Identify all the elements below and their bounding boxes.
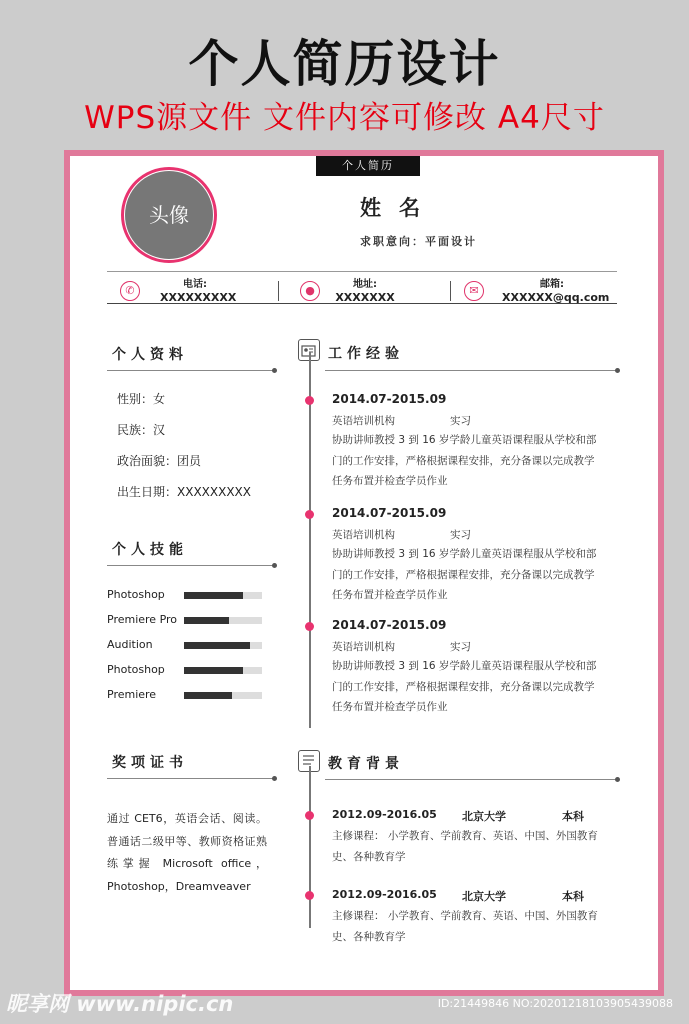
education-timeline: [309, 766, 311, 928]
timeline-dot: [305, 811, 314, 820]
job-intent: 求职意向：平面设计: [360, 235, 477, 248]
skill-bar: [184, 667, 262, 674]
work-date: 2014.07-2015.09: [332, 392, 447, 406]
contact-label: 电话:: [183, 279, 207, 290]
work-role: 实习: [450, 641, 471, 653]
profile-ethnicity: 民族：汉: [117, 423, 166, 437]
contact-top-line: [107, 271, 617, 272]
skill-bar-fill: [184, 592, 243, 599]
work-desc: 协助讲师教授 3 到 16 岁学龄儿童英语课程服从学校和部门的工作安排，严格根据课程安排，充分备课以完成教学任务布置并检查学员作业: [332, 660, 597, 713]
contact-value: XXXXXX@qq.com: [502, 291, 610, 304]
edu-degree: 本科: [562, 890, 584, 903]
awards-title: 奖项证书: [112, 755, 188, 771]
edu-degree: 本科: [562, 810, 584, 823]
contact-address: [300, 275, 460, 309]
skill-bar-fill: [184, 667, 243, 674]
work-role: 实习: [450, 529, 471, 541]
edu-school: 北京大学: [462, 890, 506, 903]
banner-title: 个人简历设计: [188, 35, 501, 93]
skill-bar: [184, 692, 262, 699]
work-desc: 协助讲师教授 3 到 16 岁学龄儿童英语课程服从学校和部门的工作安排，严格根据课程安排，充分备课以完成教学任务布置并检查学员作业: [332, 434, 597, 487]
work-title: 工作经验: [328, 346, 404, 362]
profile-gender: 性别：女: [117, 392, 166, 406]
resume-tag: 个人简历: [316, 156, 420, 176]
contact-label: 邮箱:: [540, 279, 564, 290]
skill-bar-fill: [184, 642, 250, 649]
skill-name: Premiere: [107, 688, 157, 701]
skill-name: Audition: [107, 638, 153, 651]
resume-sheet: [64, 150, 664, 996]
resume-name: 姓名: [360, 196, 438, 220]
awards-line-dot: [272, 776, 277, 781]
edu-date: 2012.09-2016.05: [332, 808, 437, 821]
contact-divider: [278, 281, 279, 301]
skill-name: Photoshop: [107, 663, 165, 676]
education-line: [325, 779, 617, 780]
skills-title: 个人技能: [112, 542, 188, 558]
timeline-dot: [305, 396, 314, 405]
skill-name: Photoshop: [107, 588, 165, 601]
education-line-dot: [615, 777, 620, 782]
work-date: 2014.07-2015.09: [332, 618, 447, 632]
watermark-id: ID:21449846 NO:20201218103905439088: [437, 997, 673, 1010]
skill-bar: [184, 592, 262, 599]
timeline-dot: [305, 622, 314, 631]
contact-label: 地址:: [353, 279, 377, 290]
skills-line-dot: [272, 563, 277, 568]
work-org: 英语培训机构: [332, 529, 395, 541]
profile-birthdate: 出生日期：XXXXXXXXX: [117, 485, 251, 499]
skills-line: [107, 565, 275, 566]
work-desc: 协助讲师教授 3 到 16 岁学龄儿童英语课程服从学校和部门的工作安排，严格根据课程安排，充分备课以完成教学任务布置并检查学员作业: [332, 548, 597, 601]
work-org: 英语培训机构: [332, 641, 395, 653]
banner-subtitle: WPS源文件 文件内容可修改 A4尺寸: [84, 100, 605, 136]
contact-value: XXXXXXXXX: [160, 291, 237, 304]
profile-political: 政治面貌：团员: [117, 454, 202, 468]
skill-bar-fill: [184, 692, 232, 699]
edu-date: 2012.09-2016.05: [332, 888, 437, 901]
timeline-dot: [305, 510, 314, 519]
work-org: 英语培训机构: [332, 415, 395, 427]
skill-bar-fill: [184, 617, 229, 624]
awards-text: 通过 CET6，英语会话、阅读。普通话二级甲等、教师资格证熟练掌握 Microsoft office，Photoshop，Dreamveaver: [107, 812, 267, 893]
edu-desc: 主修课程： 小学教育、学前教育、英语、中国、外国教育史、各种教育学: [332, 830, 598, 863]
awards-line: [107, 778, 275, 779]
contact-phone: [120, 275, 290, 309]
work-timeline: [309, 352, 311, 728]
work-date: 2014.07-2015.09: [332, 506, 447, 520]
work-line-dot: [615, 368, 620, 373]
contact-divider: [450, 281, 451, 301]
profile-line-dot: [272, 368, 277, 373]
profile-line: [107, 370, 275, 371]
person-icon: ●: [300, 281, 320, 301]
skill-bar: [184, 642, 262, 649]
work-role: 实习: [450, 415, 471, 427]
skill-bar: [184, 617, 262, 624]
avatar: 头像: [125, 171, 213, 259]
contact-value: XXXXXXX: [335, 291, 395, 304]
profile-title: 个人资料: [112, 347, 188, 363]
timeline-dot: [305, 891, 314, 900]
edu-school: 北京大学: [462, 810, 506, 823]
skill-name: Premiere Pro: [107, 613, 178, 626]
watermark-logo: 昵享网 www.nipic.cn: [6, 992, 234, 1016]
contact-email: [464, 275, 624, 309]
education-title: 教育背景: [328, 756, 404, 772]
edu-desc: 主修课程： 小学教育、学前教育、英语、中国、外国教育史、各种教育学: [332, 910, 598, 943]
work-line: [325, 370, 617, 371]
mail-icon: ✉: [464, 281, 484, 301]
phone-icon: ✆: [120, 281, 140, 301]
